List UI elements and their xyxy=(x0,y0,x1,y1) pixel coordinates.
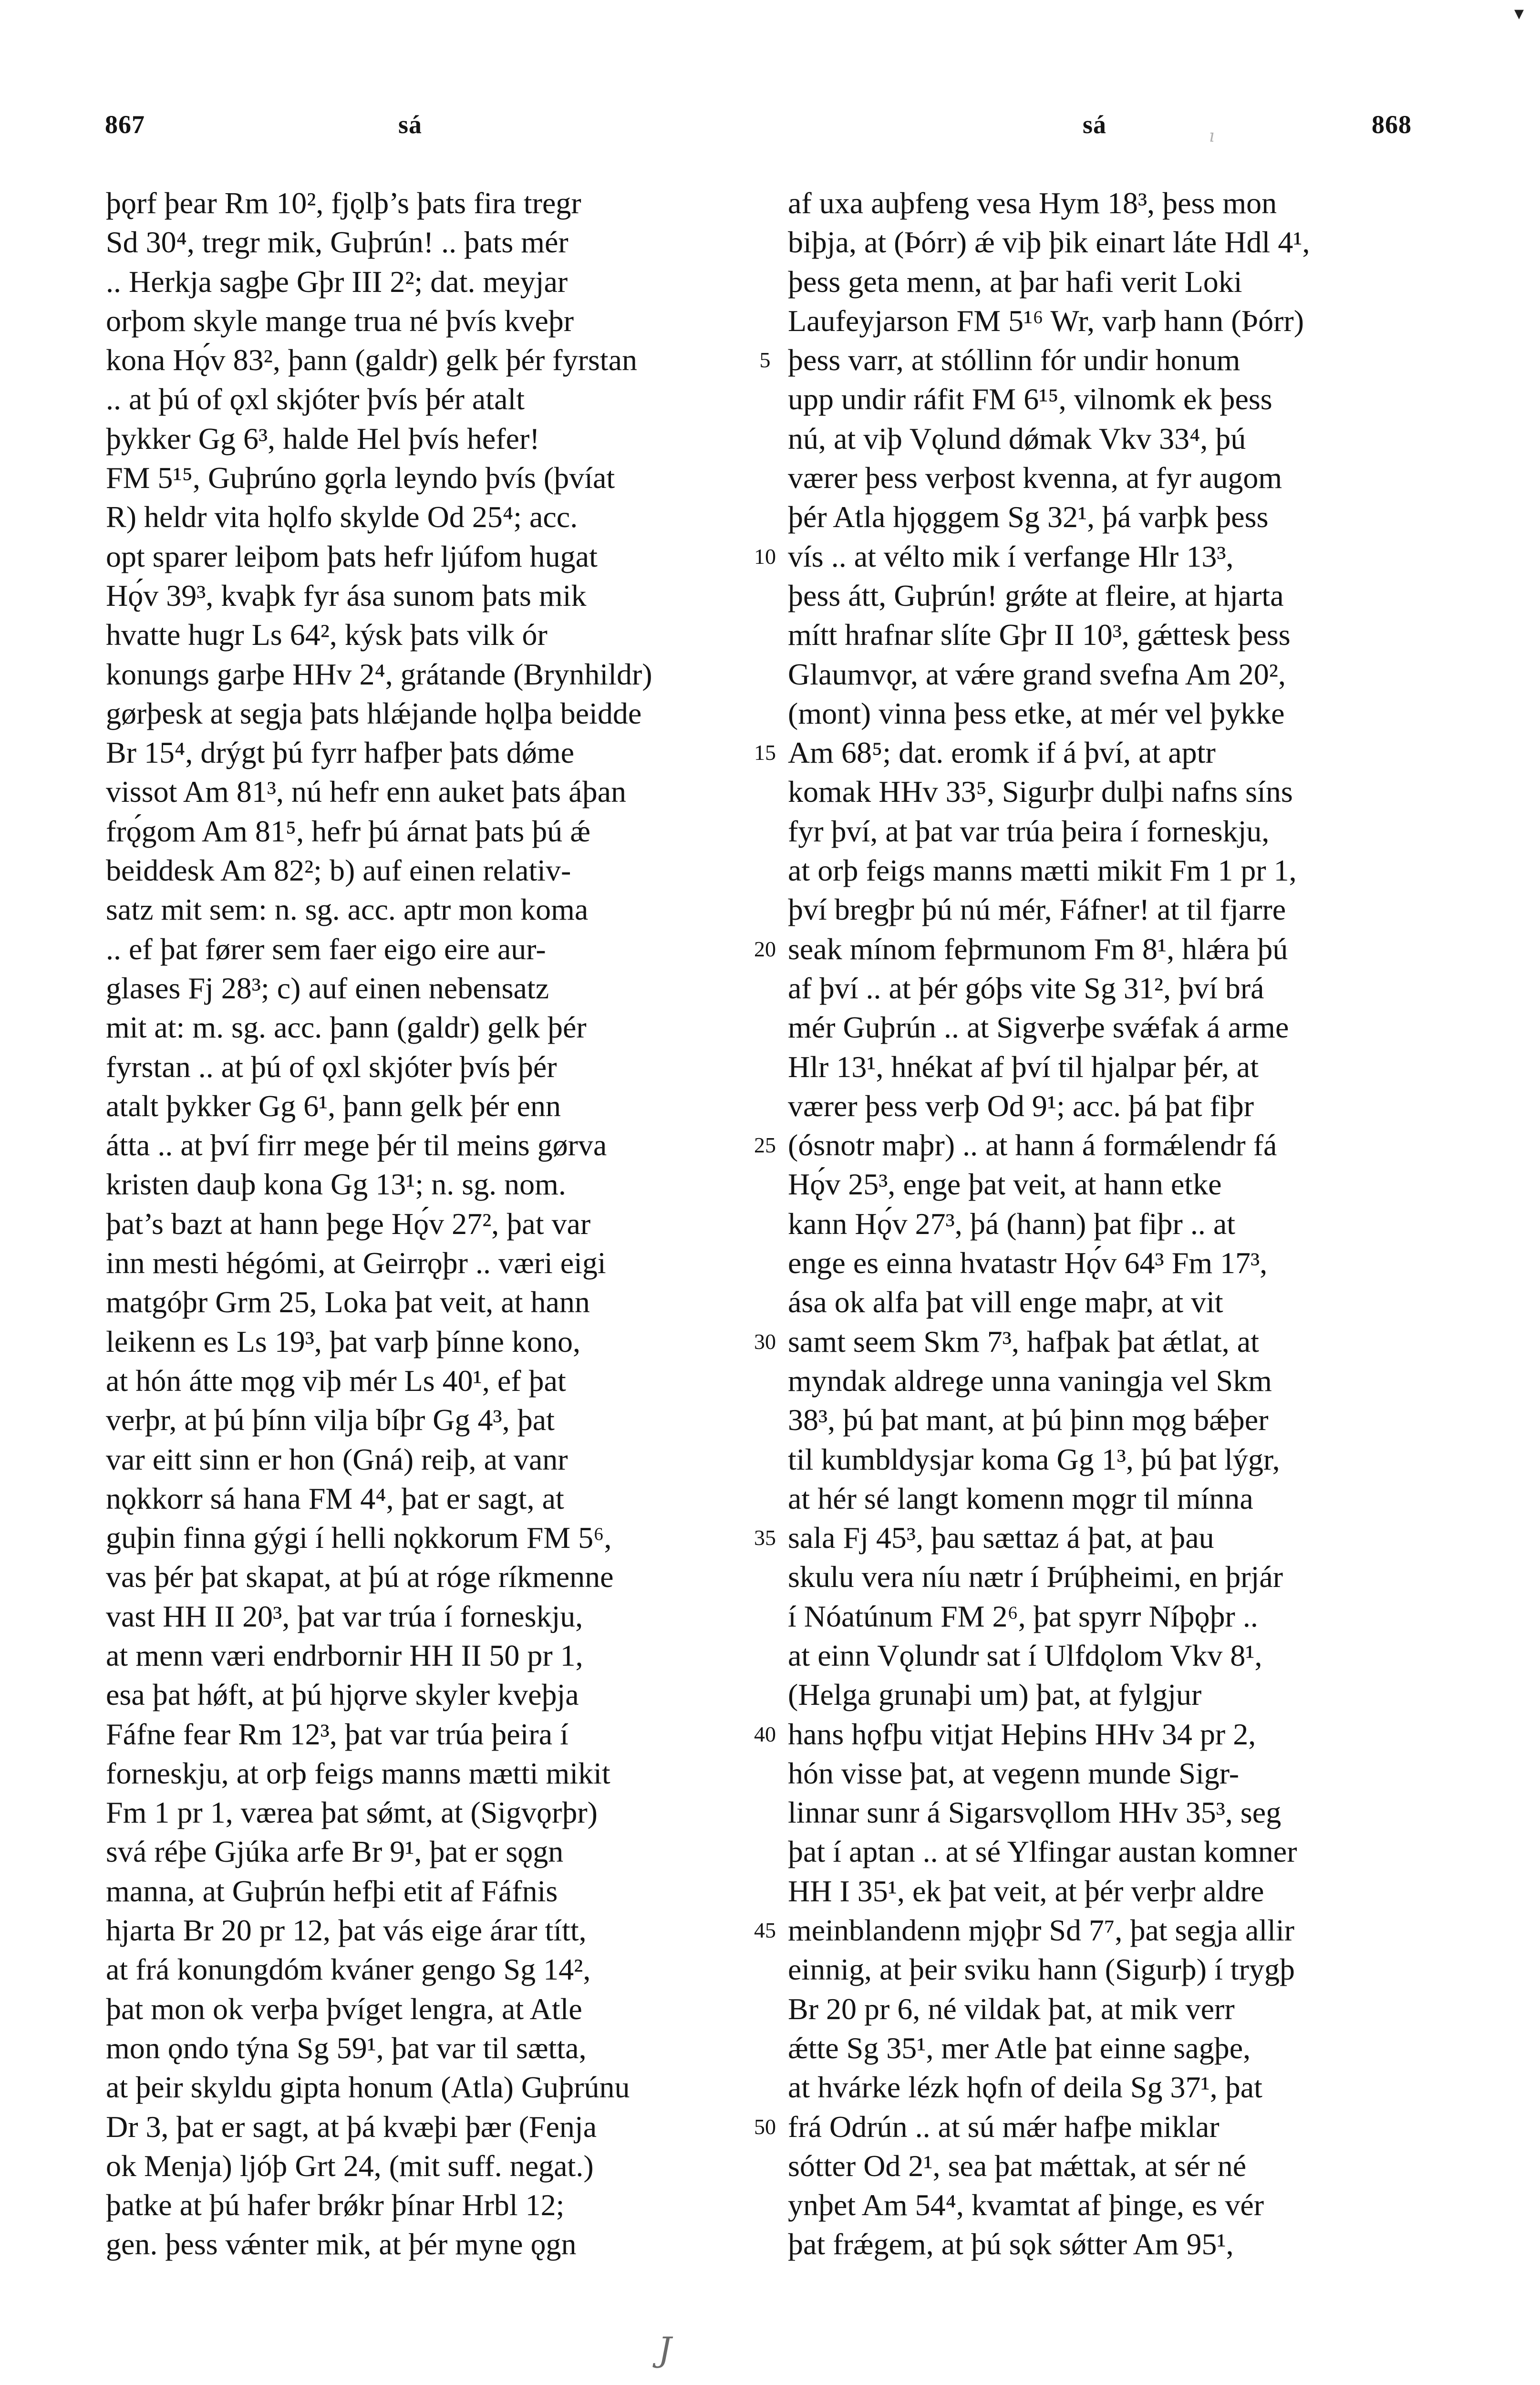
right-running-headword: sá xyxy=(1083,110,1107,139)
right-column-line: kann Hǫ́v 27³, þá (hann) þat fiþr .. at xyxy=(788,1206,1236,1241)
handwritten-page-mark: J xyxy=(658,2330,672,2369)
right-column-line: þess átt, Guþrún! grǿte at fleire, at hjarta xyxy=(788,578,1284,612)
right-column-line: upp undir ráfit FM 6¹⁵, vilnomk ek þess xyxy=(788,382,1272,416)
right-column-line: at hvárke lézk hǫfn of deila Sg 37¹, þat xyxy=(788,2070,1262,2105)
right-column-line: at orþ feigs manns mætti mikit Fm 1 pr 1, xyxy=(788,853,1297,888)
left-column-line: glases Fj 28³; c) auf einen nebensatz xyxy=(106,971,549,1005)
left-column-line: atalt þykker Gg 6¹, þann gelk þér enn xyxy=(106,1089,561,1123)
left-column-line: vast HH II 20³, þat var trúa í forneskju, xyxy=(106,1599,583,1633)
right-column-line: sala Fj 45³, þau sættaz á þat, at þau xyxy=(788,1521,1214,1555)
right-column-line: HH I 35¹, ek þat veit, at þér verþr aldre xyxy=(788,1874,1264,1908)
line-number: 35 xyxy=(754,1525,776,1550)
corner-mark: ▾ xyxy=(1514,2,1524,24)
right-column-line: af því .. at þér góþs vite Sg 31², því brá xyxy=(788,971,1264,1005)
right-column-line: mér Guþrún .. at Sigverþe svǽfak á arme xyxy=(788,1010,1289,1045)
left-column-line: þǫrf þear Rm 10², fjǫlþ’s þats fira tregr xyxy=(106,186,581,220)
right-column-line: Glaumvǫr, at vǽre grand svefna Am 20², xyxy=(788,657,1286,691)
left-column-line: ok Menja) ljóþ Grt 24, (mit suff. negat.) xyxy=(106,2148,594,2183)
left-column-line: at hón átte mǫg viþ mér Ls 40¹, ef þat xyxy=(106,1363,566,1398)
right-column-line: þat í aptan .. at sé Ylfingar austan komner xyxy=(788,1835,1297,1869)
right-column-line: sótter Od 2¹, sea þat mǽttak, at sér né xyxy=(788,2148,1247,2183)
left-column-line: esa þat hǿft, at þú hjǫrve skyler kveþja xyxy=(106,1678,579,1712)
left-column-line: satz mit sem: n. sg. acc. aptr mon koma xyxy=(106,892,589,927)
left-column-line: R) heldr vita hǫlfo skylde Od 25⁴; acc. xyxy=(106,500,578,534)
right-column-line: til kumbldysjar koma Gg 1³, þú þat lýgr, xyxy=(788,1442,1280,1476)
right-column-line: nú, at viþ Vǫlund dǿmak Vkv 33⁴, þú xyxy=(788,421,1246,456)
right-column-line: þat frǽgem, at þú sǫk sǿtter Am 95¹, xyxy=(788,2227,1234,2261)
right-column-line: hans hǫfþu vitjat Heþins HHv 34 pr 2, xyxy=(788,1717,1256,1751)
left-column-line: forneskju, at orþ feigs manns mætti mikit xyxy=(106,1756,610,1790)
line-number: 10 xyxy=(754,544,776,569)
line-number: 25 xyxy=(754,1133,776,1158)
left-column-line: mit at: m. sg. acc. þann (galdr) gelk þér xyxy=(106,1010,587,1045)
left-column-line: Dr 3, þat er sagt, at þá kvæþi þær (Fenja xyxy=(106,2109,597,2144)
right-column-line: (ósnotr maþr) .. at hann á formǽlendr fá xyxy=(788,1128,1277,1162)
left-column-line: guþin finna gýgi í helli nǫkkorum FM 5⁶, xyxy=(106,1521,612,1555)
left-column-line: at menn væri endrbornir HH II 50 pr 1, xyxy=(106,1638,583,1672)
right-column-line: þess geta menn, at þar hafi verit Loki xyxy=(788,264,1242,299)
left-column-line: frǫ́gom Am 81⁵, hefr þú árnat þats þú ǽ xyxy=(106,814,590,848)
right-column-line: at einn Vǫlundr sat í Ulfdǫlom Vkv 8¹, xyxy=(788,1638,1262,1672)
left-running-headword: sá xyxy=(398,110,423,139)
right-column-line: ása ok alfa þat vill enge maþr, at vit xyxy=(788,1285,1223,1319)
right-column-line: at hér sé langt komenn mǫgr til mínna xyxy=(788,1481,1253,1515)
line-number: 5 xyxy=(759,348,771,373)
right-column-line: vís .. at vélto mik í verfange Hlr 13³, xyxy=(788,539,1234,573)
right-column-line: myndak aldrege unna vaningja vel Skm xyxy=(788,1363,1272,1398)
left-column-line: vas þér þat skapat, at þú at róge ríkmenne xyxy=(106,1560,614,1594)
right-page-number: 868 xyxy=(1372,110,1412,139)
right-column-line: Br 20 pr 6, né vildak þat, at mik verr xyxy=(788,1991,1235,2026)
line-number: 50 xyxy=(754,2114,776,2139)
right-column-line: værer þess verþ Od 9¹; acc. þá þat fiþr xyxy=(788,1089,1254,1123)
left-page-number: 867 xyxy=(105,110,145,139)
right-column-line: seak mínom feþrmunom Fm 8¹, hlǽra þú xyxy=(788,932,1288,966)
left-column-line: fyrstan .. at þú of ǫxl skjóter þvís þér xyxy=(106,1049,557,1084)
left-column-line: nǫkkorr sá hana FM 4⁴, þat er sagt, at xyxy=(106,1481,564,1515)
left-column-line: manna, at Guþrún hefþi etit af Fáfnis xyxy=(106,1874,558,1908)
right-column-line: enge es einna hvatastr Hǫ́v 64³ Fm 17³, xyxy=(788,1246,1268,1280)
right-column-line: komak HHv 33⁵, Sigurþr dulþi nafns síns xyxy=(788,775,1293,809)
right-column-line: ynþet Am 54⁴, kvamtat af þinge, es vér xyxy=(788,2188,1264,2222)
left-column-line: þatke at þú hafer brǿkr þínar Hrbl 12; xyxy=(106,2188,565,2222)
left-column-line: svá réþe Gjúka arfe Br 9¹, þat er sǫgn xyxy=(106,1835,564,1869)
left-column-line: gen. þess vǽnter mik, at þér myne ǫgn xyxy=(106,2227,577,2261)
right-column-line: skulu vera níu nætr í Þrúþheimi, en þrjár xyxy=(788,1560,1283,1594)
running-header xyxy=(105,110,1412,157)
left-column-line: FM 5¹⁵, Guþrúno gǫrla leyndo þvís (þvíat xyxy=(106,461,615,495)
left-column-line: inn mesti hégómi, at Geirrǫþr .. væri eigi xyxy=(106,1246,606,1280)
header-tick-mark: ı xyxy=(1209,126,1215,146)
right-column-line: mítt hrafnar slíte Gþr II 10³, gǽttesk þess xyxy=(788,618,1291,652)
right-column-line: Hǫ́v 25³, enge þat veit, at hann etke xyxy=(788,1167,1222,1202)
right-text-column xyxy=(788,184,1422,2264)
line-number: 20 xyxy=(754,936,776,961)
right-column-line: þér Atla hjǫggem Sg 32¹, þá varþk þess xyxy=(788,500,1269,534)
left-column-line: .. at þú of ǫxl skjóter þvís þér atalt xyxy=(106,382,525,416)
right-column-line: einnig, at þeir sviku hann (Sigurþ) í trygþ xyxy=(788,1952,1295,1987)
left-column-line: kona Hǫ́v 83², þann (galdr) gelk þér fyrstan xyxy=(106,343,637,377)
right-column-line: af uxa auþfeng vesa Hym 18³, þess mon xyxy=(788,186,1277,220)
left-column-line: þat’s bazt at hann þege Hǫ́v 27², þat var xyxy=(106,1206,591,1241)
right-column-line: Am 68⁵; dat. eromk if á því, at aptr xyxy=(788,736,1216,770)
left-column-line: matgóþr Grm 25, Loka þat veit, at hann xyxy=(106,1285,590,1319)
left-column-line: verþr, at þú þínn vilja bíþr Gg 4³, þat xyxy=(106,1403,555,1437)
right-column-line: samt seem Skm 7³, hafþak þat ǽtlat, at xyxy=(788,1324,1259,1358)
left-column-line: kristen dauþ kona Gg 13¹; n. sg. nom. xyxy=(106,1167,566,1202)
left-column-line: þat mon ok verþa þvíget lengra, at Atle xyxy=(106,1991,582,2026)
left-column-line: þykker Gg 6³, halde Hel þvís hefer! xyxy=(106,421,540,456)
line-number: 40 xyxy=(754,1721,776,1746)
right-column-line: værer þess verþost kvenna, at fyr augom xyxy=(788,461,1282,495)
left-column-line: .. Herkja sagþe Gþr III 2²; dat. meyjar xyxy=(106,264,568,299)
left-column-line: leikenn es Ls 19³, þat varþ þínne kono, xyxy=(106,1324,580,1358)
right-column-line: frá Odrún .. at sú mǽr hafþe miklar xyxy=(788,2109,1220,2144)
right-column-line: í Nóatúnum FM 2⁶, þat spyrr Níþǫþr .. xyxy=(788,1599,1258,1633)
right-column-line: því bregþr þú nú mér, Fáfner! at til fjarre xyxy=(788,892,1286,927)
left-column-line: at þeir skyldu gipta honum (Atla) Guþrúnu xyxy=(106,2070,630,2105)
line-number: 30 xyxy=(754,1329,776,1354)
right-column-line: fyr því, at þat var trúa þeira í forneskju, xyxy=(788,814,1270,848)
left-column-line: vissot Am 81³, nú hefr enn auket þats áþan xyxy=(106,775,626,809)
left-column-line: Br 15⁴, drýgt þú fyrr hafþer þats dǿme xyxy=(106,736,575,770)
left-text-column xyxy=(106,184,740,2264)
line-number: 45 xyxy=(754,1918,776,1943)
right-column-line: þess varr, at stóllinn fór undir honum xyxy=(788,343,1240,377)
right-column-line: Hlr 13¹, hnékat af því til hjalpar þér, at xyxy=(788,1049,1259,1084)
line-number: 15 xyxy=(754,740,776,765)
left-column-line: .. ef þat fører sem faer eigo eire aur- xyxy=(106,932,546,966)
right-column-line: meinblandenn mjǫþr Sd 7⁷, þat segja allir xyxy=(788,1913,1295,1948)
left-column-line: átta .. at því firr mege þér til meins gørva xyxy=(106,1128,607,1162)
left-column-line: hjarta Br 20 pr 12, þat vás eige árar títt, xyxy=(106,1913,587,1948)
left-column-line: beiddesk Am 82²; b) auf einen relativ- xyxy=(106,853,571,888)
left-column-line: opt sparer leiþom þats hefr ljúfom hugat xyxy=(106,539,598,573)
left-column-line: hvatte hugr Ls 64², kýsk þats vilk ór xyxy=(106,618,548,652)
left-column-line: konungs garþe HHv 2⁴, grátande (Brynhildr) xyxy=(106,657,652,691)
right-column-line: (mont) vinna þess etke, at mér vel þykke xyxy=(788,696,1285,730)
right-column-line: hón visse þat, at vegenn munde Sigr- xyxy=(788,1756,1240,1790)
right-column-line: (Helga grunaþi um) þat, at fylgjur xyxy=(788,1678,1202,1712)
right-column-line: 38³, þú þat mant, at þú þinn mǫg bǽþer xyxy=(788,1403,1269,1437)
left-column-line: Fáfne fear Rm 12³, þat var trúa þeira í xyxy=(106,1717,568,1751)
left-column-line: Sd 30⁴, tregr mik, Guþrún! .. þats mér xyxy=(106,225,568,259)
left-column-line: gørþesk at segja þats hlǽjande hǫlþa beidde xyxy=(106,696,642,730)
right-column-line: linnar sunr á Sigarsvǫllom HHv 35³, seg xyxy=(788,1795,1282,1830)
left-column-line: orþom skyle mange trua né þvís kveþr xyxy=(106,303,574,338)
left-column-line: at frá konungdóm kváner gengo Sg 14², xyxy=(106,1952,591,1987)
left-column-line: var eitt sinn er hon (Gná) reiþ, at vanr xyxy=(106,1442,568,1476)
left-column-line: Hǫ́v 39³, kvaþk fyr ása sunom þats mik xyxy=(106,578,587,612)
right-column-line: biþja, at (Þórr) ǽ viþ þik einart láte Hdl 4¹, xyxy=(788,225,1310,259)
right-column-line: ǽtte Sg 35¹, mer Atle þat einne sagþe, xyxy=(788,2031,1251,2065)
right-column-line: Laufeyjarson FM 5¹⁶ Wr, varþ hann (Þórr) xyxy=(788,303,1304,338)
left-column-line: Fm 1 pr 1, værea þat sǿmt, at (Sigvǫrþr) xyxy=(106,1795,598,1830)
left-column-line: mon ǫndo týna Sg 59¹, þat var til sætta, xyxy=(106,2031,587,2065)
